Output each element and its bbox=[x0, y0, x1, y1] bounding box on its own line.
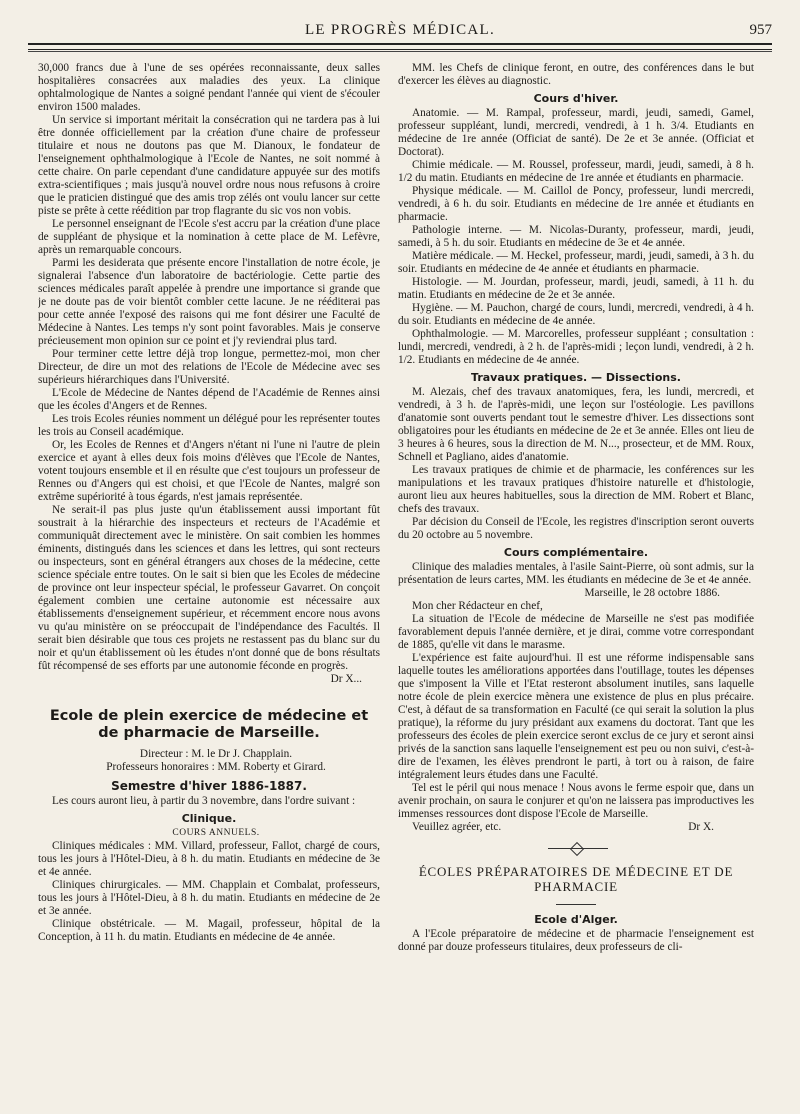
left-column bbox=[38, 62, 380, 1107]
director-line: Directeur : M. le Dr J. Chapplain. bbox=[139, 748, 293, 760]
course-entry: Matière médicale. — M. Heckel, professeur, mardi, jeudi, samedi, à 3 h. du soir. Etudiants en médecine de 4e année et étudiants en pharmacie. bbox=[398, 250, 754, 275]
paragraph: Tel est le péril qui nous menace ! Nous avons le ferme espoir que, dans un avenir prochain, on saura le conjurer et qu'on ne laissera pas improductives les immenses ressources dont dispose l'Ecole de Marseille. bbox=[398, 782, 754, 820]
closing-line bbox=[398, 821, 754, 834]
ornament-diamond-icon bbox=[570, 842, 584, 856]
paragraph: La situation de l'Ecole de médecine de Marseille ne s'est pas modifiée favorablement depuis l'année dernière, et je dirai, comme votre correspondant de 1885, qu'elle vit dans le marasme. bbox=[398, 613, 754, 651]
clinique-entry: Cliniques chirurgicales. — MM. Chapplain et Combalat, professeurs, tous les jours à l'Hôtel-Dieu, à 8 h. du matin. Etudiants en médecine de 2e et 3e année. bbox=[38, 879, 380, 917]
clinique-entry: Cliniques médicales : MM. Villard, professeur, Fallot, chargé de cours, tous les jours à l'Hôtel-Dieu, à 8 h. du matin. Etudiants en médecine de 3e et 4e année. bbox=[38, 840, 380, 878]
course-entry: Hygiène. — M. Pauchon, chargé de cours, lundi, mercredi, vendredi, à 4 h. du soir. Etudiants en médecine de 4e année. bbox=[398, 302, 754, 327]
paragraph: MM. les Chefs de clinique feront, en outre, des conférences dans le but d'exercer les élèves au diagnostic. bbox=[398, 62, 754, 87]
cours-hiver-heading: Cours d'hiver. bbox=[533, 92, 619, 105]
paragraph: Les trois Ecoles réunies nomment un délégué pour les représenter toutes les trois au Conseil académique. bbox=[38, 413, 380, 438]
cours-annuels-label: COURS ANNUELS. bbox=[172, 828, 260, 838]
paragraph: Par décision du Conseil de l'Ecole, les registres d'inscription seront ouverts du 20 octobre au 5 novembre. bbox=[398, 516, 754, 541]
complementaire-heading: Cours complémentaire. bbox=[503, 546, 649, 559]
alger-heading: Ecole d'Alger. bbox=[534, 913, 618, 926]
closing-text: Veuillez agréer, etc. bbox=[412, 821, 502, 833]
course-entry: Physique médicale. — M. Caillol de Poncy, professeur, lundi mercredi, vendredi, à 6 h. du soir. Etudiants en médecine de 1re année et étudiants en pharmacie. bbox=[398, 185, 754, 223]
clinique-heading: Clinique. bbox=[181, 812, 237, 825]
paragraph: Parmi les desiderata que présente encore l'installation de notre école, je signalerai l'absence d'un laboratoire de bactériologie. Cette partie des sciences médicales paraît appelée à prendre une importance si grande que je ne doute pas de voir bientôt combler cette lacune. Je ne rééditerai pas pour cette année l'exposé des raisons qui me font désirer une Faculté de Médecine à Nantes. Les temps n'y sont point favorables. Mais je conserve précieusement mon opinion sur ce point et j'y reviendrai plus tard. bbox=[38, 257, 380, 347]
intro-line: Les cours auront lieu, à partir du 3 novembre, dans l'ordre suivant : bbox=[52, 795, 356, 807]
header-rule bbox=[28, 51, 772, 52]
header-double-rule bbox=[28, 43, 772, 50]
clinique-entry: Clinique obstétricale. — M. Magail, professeur, hôpital de la Conception, à 11 h. du matin. Etudiants en médecine de 4e année. bbox=[38, 918, 380, 943]
paragraph: Ne serait-il pas plus juste qu'un établissement aussi important fût soustrait à la hiérarchie des inspecteurs et recteurs de l'Académie et communiquât directement avec le ministère. On sait combien les hommes éminents, distingués dans les sciences et dans les lettres, qui sont recteurs ou inspecteurs, sont en général étrangers aux choses de la médecine, cette science spéciale entre toutes. On le sait si bien que les Ecoles de médecine de province ont leur inspecteur spécial, le professeur Gavarret. On conçoit également combien une certaine autonomie est nécessaire aux établissements d'enseignement supérieur, et récemment encore nous avons vu qu'au ministère on se préoccupait de l'indépendance des Facultés. Il serait bien désirable que tous ces projets ne restassent pas du blanc sur du noir et qu'un établissement où les études n'ont donné que de bons résultats fût récompensé de ses efforts par une autonomie féconde en progrès. bbox=[38, 504, 380, 672]
course-entry: Histologie. — M. Jourdan, professeur, mardi, jeudi, samedi, à 11 h. du matin. Etudiants en médecine de 2e et 3e année. bbox=[398, 276, 754, 301]
honorary-line: Professeurs honoraires : MM. Roberty et Girard. bbox=[106, 761, 326, 773]
right-column bbox=[398, 62, 754, 1107]
signature: Dr X... bbox=[330, 673, 362, 685]
paragraph: Le personnel enseignant de l'Ecole s'est accru par la création d'une place de suppléant de physique et la nomination à cette place de M. Lefèvre, après un remarquable concours. bbox=[38, 218, 380, 256]
closing-signature: Dr X. bbox=[688, 821, 714, 833]
salutation: Mon cher Rédacteur en chef, bbox=[412, 600, 543, 612]
journal-title: LE PROGRÈS MÉDICAL. bbox=[304, 22, 496, 38]
course-entry: Anatomie. — M. Rampal, professeur, mardi, jeudi, samedi, Gamel, professeur suppléant, lundi, mercredi, vendredi, à 1 h. 3/4. Etudiants en médecine de 1re année (Officiat de santé). De 2e et 3e année. (Officiat et Doctorat). bbox=[398, 107, 754, 158]
course-entry: Ophthalmologie. — M. Marcorelles, professeur suppléant ; consultation : lundi, mercredi, vendredi, à 2 h. de l'après-midi ; leçon lundi, vendredi, à 2 h. 1/2. Etudiants en médecine de 4e année. bbox=[398, 328, 754, 366]
course-entry: Pathologie interne. — M. Nicolas-Duranty, professeur, mardi, jeudi, samedi, à 5 h. du soir. Etudiants en médecine de 3e et 4e année. bbox=[398, 224, 754, 249]
paragraph: M. Alezais, chef des travaux anatomiques, fera, les lundi, mercredi, et vendredi, à 3 h. de l'après-midi, une leçon sur l'ostéologie. Les pavillons d'anatomie sont ouverts pendant tout le semestre d'hiver. Les dissections sont obligatoires pour les étudiants en médecine de 2e et 3e année. Elles ont lieu de 3 heures à 6 heures, sous la direction de M. N..., prosecteur, et de MM. Roux, Schnell et Pagliano, aides d'anatomie. bbox=[398, 386, 754, 463]
paragraph: L'Ecole de Médecine de Nantes dépend de l'Académie de Rennes ainsi que les écoles d'Angers et de Rennes. bbox=[38, 387, 380, 412]
date-line: Marseille, le 28 octobre 1886. bbox=[584, 587, 720, 599]
paragraph: L'expérience est faite aujourd'hui. Il est une réforme indispensable sans laquelle toutes les améliorations apportées dans l'outillage, toutes les dépenses que s'imposent la Ville et l'Etat resteront absolument inutiles, sans laquelle notre école de plein exercice mènera une existence de plus en plus précaire. C'est, à défaut de sa transformation en Faculté (ce qui serait la solution la plus pratique), la réforme du jury présidant aux examens du doctorat. Tant que les professeurs des écoles de plein exercice seront exclus de ce jury et seront ainsi privés de la sanction sans laquelle l'enseignement est peu ou non suivi, c'est-à-dire de l'examen, les élèves prendront le parti, à tort ou à raison, de faire intégralement leurs études dans une Faculté. bbox=[398, 652, 754, 781]
page-number: 957 bbox=[749, 22, 772, 38]
section-title: Ecole de plein exercice de médecine et de pharmacie de Marseille. bbox=[49, 708, 369, 741]
section-ornament bbox=[398, 842, 754, 854]
running-header bbox=[28, 22, 772, 44]
paragraph: Pour terminer cette lettre déjà trop longue, permettez-moi, mon cher Directeur, de dire un mot des relations de l'Ecole de Médecine avec ses supérieurs hiérarchiques dans l'Université. bbox=[38, 348, 380, 386]
ecoles-heading: ÉCOLES PRÉPARATOIRES DE MÉDECINE ET DE PHARMACIE bbox=[418, 864, 734, 894]
paragraph: 30,000 francs due à l'une de ses opérées reconnaissante, deux salles hospitalières consacrées aux maladies des yeux. La clinique ophtalmologique de Nantes a soigné pendant l'année qui vient de s'écouler environ 1500 malades. bbox=[38, 62, 380, 113]
paragraph: Les travaux pratiques de chimie et de pharmacie, les conférences sur les manipulations et les travaux pratiques d'histoire naturelle et d'histologie, auront lieu aux heures habituelles, sous la direction de MM. Robert et Blanc, chefs des travaux. bbox=[398, 464, 754, 515]
paragraph: A l'Ecole préparatoire de médecine et de pharmacie l'enseignement est donné par douze professeurs titulaires, deux professeurs de cli- bbox=[398, 928, 754, 953]
semester-heading: Semestre d'hiver 1886-1887. bbox=[111, 779, 307, 793]
paragraph: Clinique des maladies mentales, à l'asile Saint-Pierre, où sont admis, sur la présentation de leurs cartes, MM. les étudiants en médecine de 3e et 4e année. bbox=[398, 561, 754, 586]
paragraph: Or, les Ecoles de Rennes et d'Angers n'étant ni l'une ni l'autre de plein exercice et ayant à elles deux fois moins d'élèves que l'Ecole de Nantes, votent toujours ensemble et il en résulte que c'est toujours un professeur de Rennes ou d'Angers qui est choisi, et que l'Ecole de Nantes, malgré son extrême supériorité à tous égards, n'est jamais représentée. bbox=[38, 439, 380, 503]
paragraph: Un service si important méritait la consécration qui ne tardera pas à lui être donnée officiellement par la création d'une chaire de professeur titulaire et nous ne doutons pas que M. Dianoux, le fondateur de l'enseignement ophthalmologique à l'Ecole de Nantes, ne soit nommé à cette chaire. On parle cependant d'une candidature appuyée sur des motifs extra-scientifiques ; mais jusqu'à nouvel ordre nous nous refusons à croire que le praticien distingué que des amis trop zélés ont voulu lancer sur cette piste se prête à cette réédition par trop flagrante du sic vos non vobis. bbox=[38, 114, 380, 217]
course-entry: Chimie médicale. — M. Roussel, professeur, mardi, jeudi, samedi, à 8 h. 1/2 du matin. Etudiants en médecine de 1re année et étudiants en pharmacie. bbox=[398, 159, 754, 184]
short-rule bbox=[556, 904, 596, 905]
travaux-heading: Travaux pratiques. — Dissections. bbox=[471, 371, 681, 384]
